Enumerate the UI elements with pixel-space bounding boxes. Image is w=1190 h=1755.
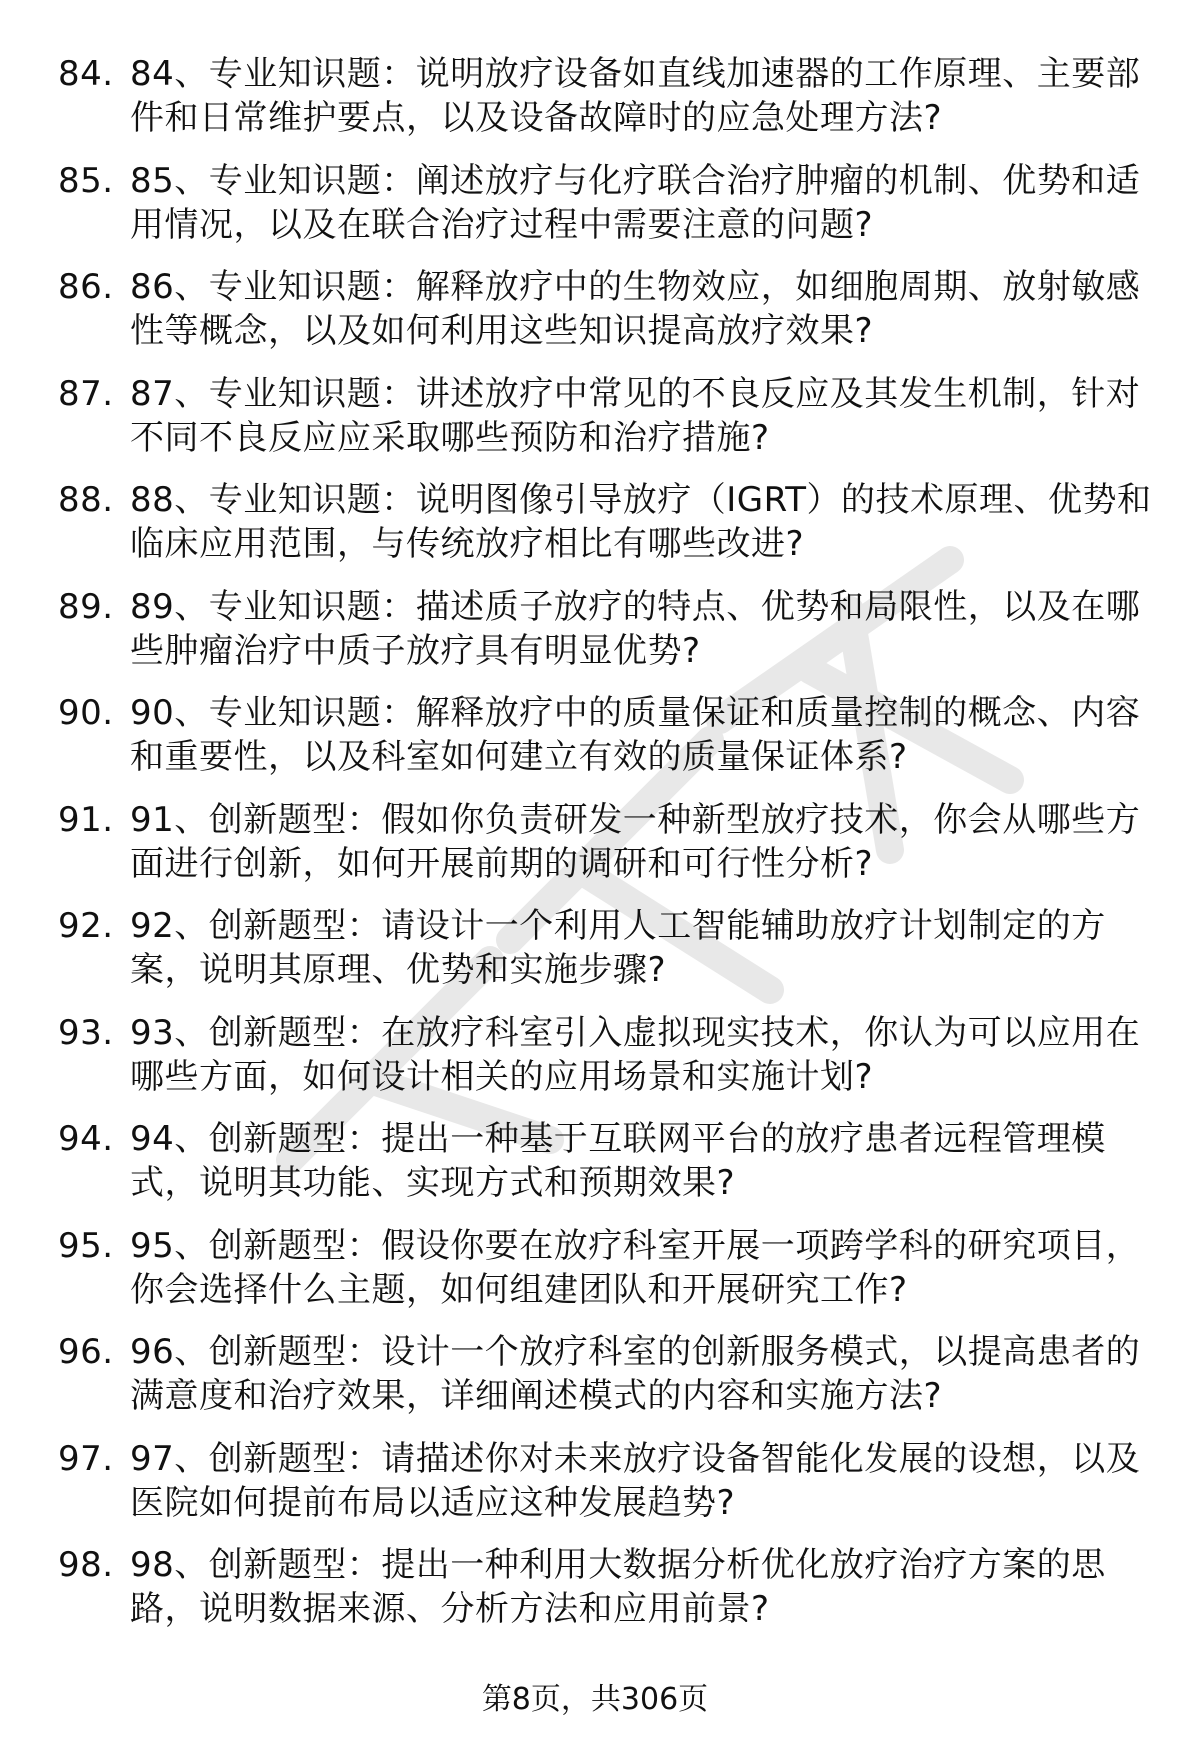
question-text: 92、创新题型：请设计一个利用人工智能辅助放疗计划制定的方案，说明其原理、优势和实施步骤? bbox=[130, 906, 1106, 990]
question-list bbox=[58, 52, 1168, 1650]
question-number: 84. bbox=[58, 54, 114, 94]
question-item-91 bbox=[58, 798, 1168, 886]
question-number: 96. bbox=[58, 1332, 114, 1372]
question-number: 85. bbox=[58, 160, 114, 201]
question-item-84 bbox=[58, 52, 1168, 140]
question-text: 84、专业知识题：说明放疗设备如直线加速器的工作原理、主要部件和日常维护要点，以及设备故障时的应急处理方法? bbox=[130, 54, 1141, 138]
question-item-95 bbox=[58, 1224, 1168, 1312]
question-item-97 bbox=[58, 1437, 1168, 1525]
question-text: 97、创新题型：请描述你对未来放疗设备智能化发展的设想，以及医院如何提前布局以适应这种发展趋势? bbox=[130, 1438, 1141, 1523]
question-number: 92. bbox=[58, 906, 114, 946]
question-text: 95、创新题型：假设你要在放疗科室开展一项跨学科的研究项目，你会选择什么主题，如何组建团队和开展研究工作? bbox=[130, 1225, 1141, 1310]
question-number: 98. bbox=[58, 1545, 114, 1585]
question-number: 90. bbox=[58, 693, 114, 733]
question-number: 97. bbox=[58, 1438, 114, 1479]
question-item-86 bbox=[58, 265, 1168, 353]
question-item-92 bbox=[58, 904, 1168, 992]
question-text: 85、专业知识题：阐述放疗与化疗联合治疗肿瘤的机制、优势和适用情况，以及在联合治疗过程中需要注意的问题? bbox=[130, 160, 1141, 245]
question-text: 98、创新题型：提出一种利用大数据分析优化放疗治疗方案的思路，说明数据来源、分析方法和应用前景? bbox=[130, 1545, 1106, 1629]
question-item-89 bbox=[58, 585, 1168, 673]
question-number: 87. bbox=[58, 373, 114, 414]
question-number: 89. bbox=[58, 586, 114, 627]
question-item-88 bbox=[58, 478, 1168, 566]
question-text: 94、创新题型：提出一种基于互联网平台的放疗患者远程管理模式，说明其功能、实现方式和预期效果? bbox=[130, 1119, 1106, 1203]
question-text: 90、专业知识题：解释放疗中的质量保证和质量控制的概念、内容和重要性，以及科室如何建立有效的质量保证体系? bbox=[130, 693, 1141, 777]
question-text: 88、专业知识题：说明图像引导放疗（IGRT）的技术原理、优势和临床应用范围，与传统放疗相比有哪些改进? bbox=[130, 480, 1152, 564]
question-item-96 bbox=[58, 1330, 1168, 1418]
question-number: 93. bbox=[58, 1012, 114, 1053]
question-item-87 bbox=[58, 372, 1168, 460]
question-text: 89、专业知识题：描述质子放疗的特点、优势和局限性，以及在哪些肿瘤治疗中质子放疗具有明显优势? bbox=[130, 586, 1141, 671]
question-text: 91、创新题型：假如你负责研发一种新型放疗技术，你会从哪些方面进行创新，如何开展前期的调研和可行性分析? bbox=[130, 799, 1141, 884]
question-item-93 bbox=[58, 1011, 1168, 1099]
question-number: 95. bbox=[58, 1225, 114, 1266]
page-footer: 第8页，共306页 bbox=[481, 1682, 709, 1717]
question-number: 86. bbox=[58, 267, 114, 307]
question-text: 96、创新题型：设计一个放疗科室的创新服务模式，以提高患者的满意度和治疗效果，详细阐述模式的内容和实施方法? bbox=[130, 1332, 1141, 1416]
question-item-90 bbox=[58, 691, 1168, 779]
question-text: 93、创新题型：在放疗科室引入虚拟现实技术，你认为可以应用在哪些方面，如何设计相关的应用场景和实施计划? bbox=[130, 1012, 1141, 1097]
question-item-85 bbox=[58, 159, 1168, 247]
question-item-94 bbox=[58, 1117, 1168, 1205]
question-number: 94. bbox=[58, 1119, 114, 1159]
question-number: 91. bbox=[58, 799, 114, 840]
question-text: 86、专业知识题：解释放疗中的生物效应，如细胞周期、放射敏感性等概念，以及如何利用这些知识提高放疗效果? bbox=[130, 267, 1141, 351]
question-text: 87、专业知识题：讲述放疗中常见的不良反应及其发生机制，针对不同不良反应应采取哪些预防和治疗措施? bbox=[130, 373, 1141, 458]
question-item-98 bbox=[58, 1543, 1168, 1631]
question-number: 88. bbox=[58, 480, 114, 520]
